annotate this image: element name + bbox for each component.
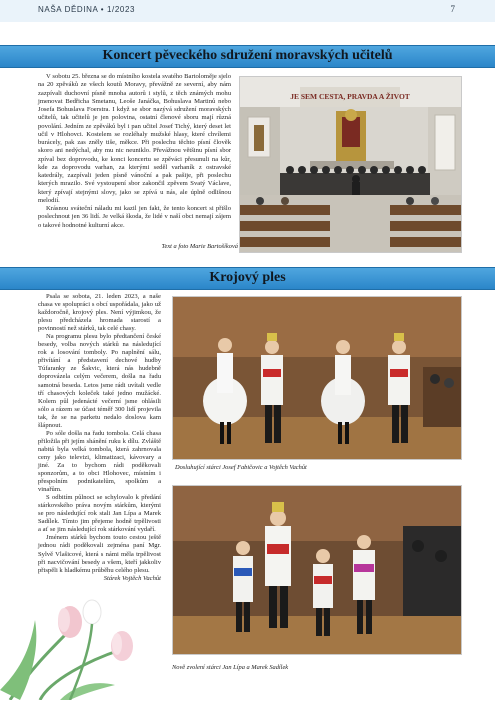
ball-photo-illustration-1 xyxy=(173,297,461,459)
article1-title: Koncert pěveckého sdružení moravských učitelů xyxy=(102,48,393,63)
ball-photo-new-leaders xyxy=(172,485,462,655)
article2-paragraph: Po sóle došla na řadu tombola. Celá chasa přiložila při jejím shánění ruku k dílu. Zvláště nabitá byla velká tombola, která zahrnovala ceny jako televizi, klimatizaci, kávovary a jiné. Za to bychom rádi poděkovali sponzorům, a to obci Hlohovec, místním i přespolním podnikatelům, spolkům a vinařům. xyxy=(38,429,161,494)
ball-photo-caption-2: Nově zvolení stárci Jan Lípa a Marek Sadílek xyxy=(172,664,289,671)
article1-text xyxy=(38,73,231,230)
ball-photo-illustration-2 xyxy=(173,486,461,654)
article2-signature: Stárek Vojtěch Vachůt xyxy=(103,574,161,582)
page-header xyxy=(0,0,495,22)
article2-text xyxy=(38,293,161,583)
article1-caption: Text a foto Marie Bartošíková xyxy=(161,243,238,250)
ball-photo-outgoing-leaders xyxy=(172,296,462,460)
article1-banner xyxy=(0,45,495,68)
article2-paragraph: Na programu plesu bylo předtančení české besedy, volba nových stárků na následující rok a losování tomboly. Po naplnění sálu, přivítání a představení dechové hudby Túfaranky ze Šakvic, která nás hudebně doprovázela celým večerem, došla na řadu samotná beseda. Letos jsme rádi uvítali vedle tří chasových koleček také jedno mužácké. Kolem půl jedenácté večerní jsme ohlásili sólo a rázem se účast téměř 300 lidí projevila tak, že se na parketu nedalo doslova kam šlápnout. xyxy=(38,333,161,429)
article2-title: Krojový ples xyxy=(209,270,286,285)
tulip-decoration xyxy=(0,590,140,700)
article1-paragraph: V sobotu 25. března se do místního kostela svatého Bartoloměje sjelo na 20 zpěváků ze všech koutů Moravy, převážně ze severní, aby nám zazpívali duchovní písně mnoha autorů i stylů, z těch známých mohu jmenovat Bedřicha Smetanu, Leoše Janáčka, Bohuslava Martinů nebo Josefa Bohuslava Foerstra. I když se sbor nazývá sdružení moravských učitelů, tak učitelů je jen polovina, ostatní členové sboru mají různá povolání. Jedním ze zpěváků byl i pan učitel Josef Tichý, který deset let učil v Hlohovci. Kostelem se rozléhaly mužské hlasy, které chvílemi burácely, pak zas zněly tiše, měkce. Při poslechu těchto písní člověk skoro ani nedýchal, aby mu nic neuniklo. Převážnou většinu písní sbor zpíval bez doprovodu, ke konci koncertu se zpěváci přesunuli na kůr, kde za doprovodu varhan, za kterými seděl varhaník z ostravské katedrály, zazpívali jeden písně vánoční a pak pašije, při poslechu kterých mrazilo. Své vystoupení sbor zakončil zpěvem Svatý Václave, který zpívají stejnými slovy, jako se zpívá u nás, ale úplně odlišnou melodií. xyxy=(38,73,231,204)
page-number: 7 xyxy=(450,4,455,14)
tulip-illustration xyxy=(0,590,140,700)
article2-paragraph: Psala se sobota, 21. leden 2023, a naše chasa ve spolupráci s obcí uspořádala, jako už každoročně, krojový ples. Není výjimkou, že plesu předcházela hromada starostí a povinností než stárků, tak celé chasy. xyxy=(38,293,161,333)
article1-paragraph: Krásnou sváteční náladu mi kazil jen fakt, že tento koncert si přišlo poslechnout jen 36 lidí. Je velká škoda, že lidé v naší obci nemají zájem o takové hodnotné kulturní akce. xyxy=(38,205,231,229)
church-banner-text: JE SEM CESTA, PRAVDA A ŽIVOT xyxy=(290,92,410,101)
church-concert-illustration xyxy=(240,77,461,252)
ball-photo-caption-1: Dosluhující stárci Josef Fabičovic a Vojtěch Vachůt xyxy=(175,464,307,471)
publication-title: NAŠA DĚDINA • 1/2023 xyxy=(38,5,136,14)
article2-paragraph: S odbitím půlnoci se schylovalo k předání stárkovského práva novým stárkům, kterými se pro následující rok stali Jan Lípa a Marek Sadílek. Tímto jim přejeme hodně trpělivosti a ať se jim následující rok stárkování vydaří. xyxy=(38,494,161,534)
church-concert-photo xyxy=(239,76,462,253)
article2-banner xyxy=(0,267,495,290)
article2-paragraph: Jménem stárků bychom touto cestou ještě jednou rádi poděkovali zejména paní Mgr. Sylvě Vlašicové, která s námi měla trpělivost při nacvičování besedy a všem, kteří jakkoliv přispěli k hladkému průběhu celého plesu. xyxy=(38,534,161,574)
